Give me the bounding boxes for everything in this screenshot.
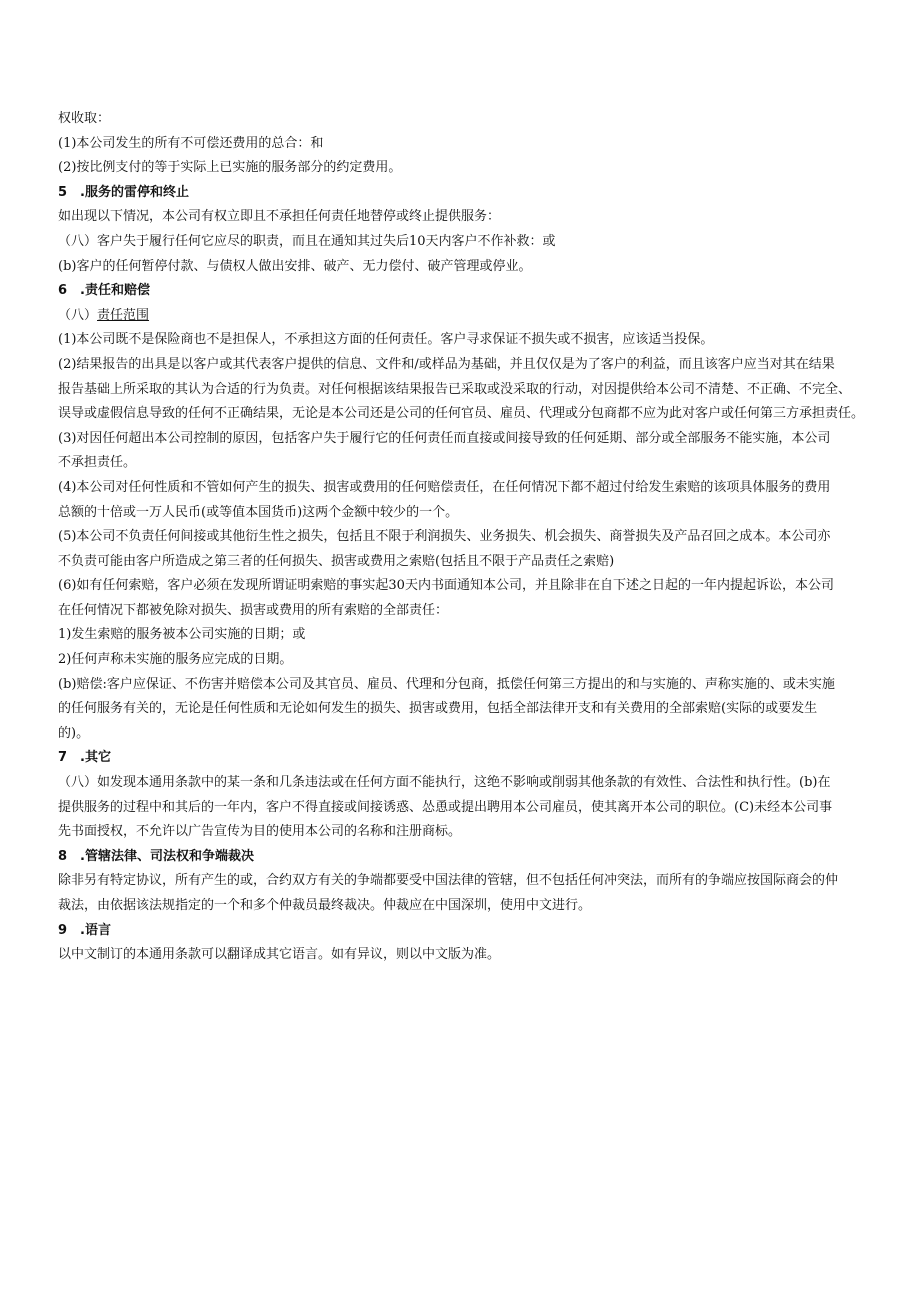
text-line: 2)任何声称未实施的服务应完成的日期。 bbox=[58, 652, 293, 668]
text-line: （八）客户失于履行任何它应尽的职责，而且在通知其过失后10天内客户不作补救：或 bbox=[58, 233, 556, 249]
section-title: .责任和赔偿 bbox=[80, 283, 150, 299]
text-line: 裁法，由依据该法规指定的一个和多个仲裁员最终裁决。仲裁应在中国深圳，使用中文进行。 bbox=[58, 898, 592, 913]
subsection-heading bbox=[58, 304, 886, 329]
text-line: 总额的十倍或一万人民币(或等值本国货币)这两个金额中较少的一个。 bbox=[58, 504, 459, 520]
text-line: (1)本公司既不是保险商也不是担保人，不承担这方面的任何责任。客户寻求保证不损失或不损害，应该适当投保。 bbox=[58, 332, 714, 348]
section-title: .管辖法律、司法权和争端裁决 bbox=[80, 848, 254, 864]
section-title: .语言 bbox=[80, 922, 111, 938]
text-line: (b)客户的任何暂停付款、与债权人做出安排、破产、无力偿付、破产管理或停业。 bbox=[58, 258, 532, 274]
text-line: (4)本公司对任何性质和不管如何产生的损失、损害或费用的任何赔偿责任，在任何情况下都不超过付给发生索赔的该项具体服务的费用 bbox=[58, 479, 831, 495]
text-line: 不承担责任。 bbox=[58, 455, 137, 471]
text-line: （八）如发现本通用条款中的某一条和几条违法或在任何方面不能执行，这绝不影响或削弱其他条款的有效性、合法性和执行性。(b)在 bbox=[58, 775, 831, 791]
text-line: 以中文制订的本通用条款可以翻译成其它语言。如有异议，则以中文版为准。 bbox=[58, 947, 501, 963]
text-line: (b)赔偿:客户应保证、不伤害并赔偿本公司及其官员、雇员、代理和分包商，抵偿任何第三方提出的和与实施的、声称实施的、或未实施 bbox=[58, 676, 835, 692]
text-line: 的任何服务有关的，无论是任何性质和无论如何发生的损失、损害或费用，包括全部法律开支和有关费用的全部索赔(实际的或要发生 bbox=[58, 701, 818, 717]
section-number: 7 bbox=[58, 750, 68, 766]
text-line: 的)。 bbox=[58, 725, 90, 741]
document-body bbox=[58, 107, 886, 968]
section-title: .其它 bbox=[80, 750, 111, 766]
text-line: 权收取： bbox=[58, 111, 111, 126]
text-line: 先书面授权，不允许以广告宣传为目的使用本公司的名称和注册商标。 bbox=[58, 824, 462, 840]
section-heading bbox=[58, 919, 886, 944]
section-heading bbox=[58, 279, 886, 304]
section-heading bbox=[58, 181, 886, 206]
text-line: 1)发生索赔的服务被本公司实施的日期；或 bbox=[58, 627, 306, 643]
section-title: .服务的雷停和终止 bbox=[80, 184, 189, 200]
section-number: 9 bbox=[58, 922, 68, 938]
text-line: (5)本公司不负责任何间接或其他衍生性之损失，包括且不限于利润损失、业务损失、机会损失、商誉损失及产品召回之成本。本公司亦 bbox=[58, 529, 831, 545]
text-line: 除非另有特定协议，所有产生的或，合约双方有关的争端都要受中国法律的管辖，但不包括任何冲突法，而所有的争端应按国际商会的仲 bbox=[58, 873, 839, 889]
text-line: (6)如有任何索赔，客户必须在发现所谓证明索赔的事实起30天内书面通知本公司，并且除非在自下述之日起的一年内提起诉讼，本公司 bbox=[58, 578, 834, 594]
text-line: 提供服务的过程中和其后的一年内，客户不得直接或间接诱惑、怂恿或提出聘用本公司雇员，使其离开本公司的职位。(C)未经本公司事 bbox=[58, 799, 833, 815]
text-line: (3)对因任何超出本公司控制的原因，包括客户失于履行它的任何责任而直接或间接导致的任何延期、部分或全部服务不能实施，本公司 bbox=[58, 430, 831, 446]
section-number: 5 bbox=[58, 184, 68, 200]
subsection-title: 责任范围 bbox=[97, 307, 150, 323]
text-line: 误导或虚假信息导致的任何不正确结果，无论是本公司还是公司的任何官员、雇员、代理或分包商都不应为此对客户或任何第三方承担责任。 bbox=[58, 406, 865, 422]
text-line: (1)本公司发生的所有不可偿还费用的总合：和 bbox=[58, 135, 324, 151]
section-number: 8 bbox=[58, 848, 68, 864]
section-heading bbox=[58, 746, 886, 771]
text-line: 在任何情况下都被免除对损失、损害或费用的所有索赔的全部责任： bbox=[58, 602, 449, 618]
text-line: (2)结果报告的出具是以客户或其代表客户提供的信息、文件和/或样品为基础，并且仅仅是为了客户的利益，而且该客户应当对其在结果 bbox=[58, 356, 835, 372]
section-number: 6 bbox=[58, 283, 68, 299]
text-line: (2)按比例支付的等于实际上已实施的服务部分的约定费用。 bbox=[58, 160, 402, 176]
section-heading bbox=[58, 845, 886, 870]
text-line: 如出现以下情况，本公司有权立即且不承担任何责任地替停或终止提供服务： bbox=[58, 209, 501, 225]
text-line: 报告基础上所采取的其认为合适的行为负责。对任何根据该结果报告已采取或没采取的行动，对因提供给本公司不清楚、不正确、不完全、 bbox=[58, 381, 852, 397]
text-line: 不负责可能由客户所造成之第三者的任何损失、损害或费用之索赔(包括且不限于产品责任之索赔) bbox=[58, 553, 615, 569]
subsection-prefix: （八） bbox=[58, 307, 98, 323]
